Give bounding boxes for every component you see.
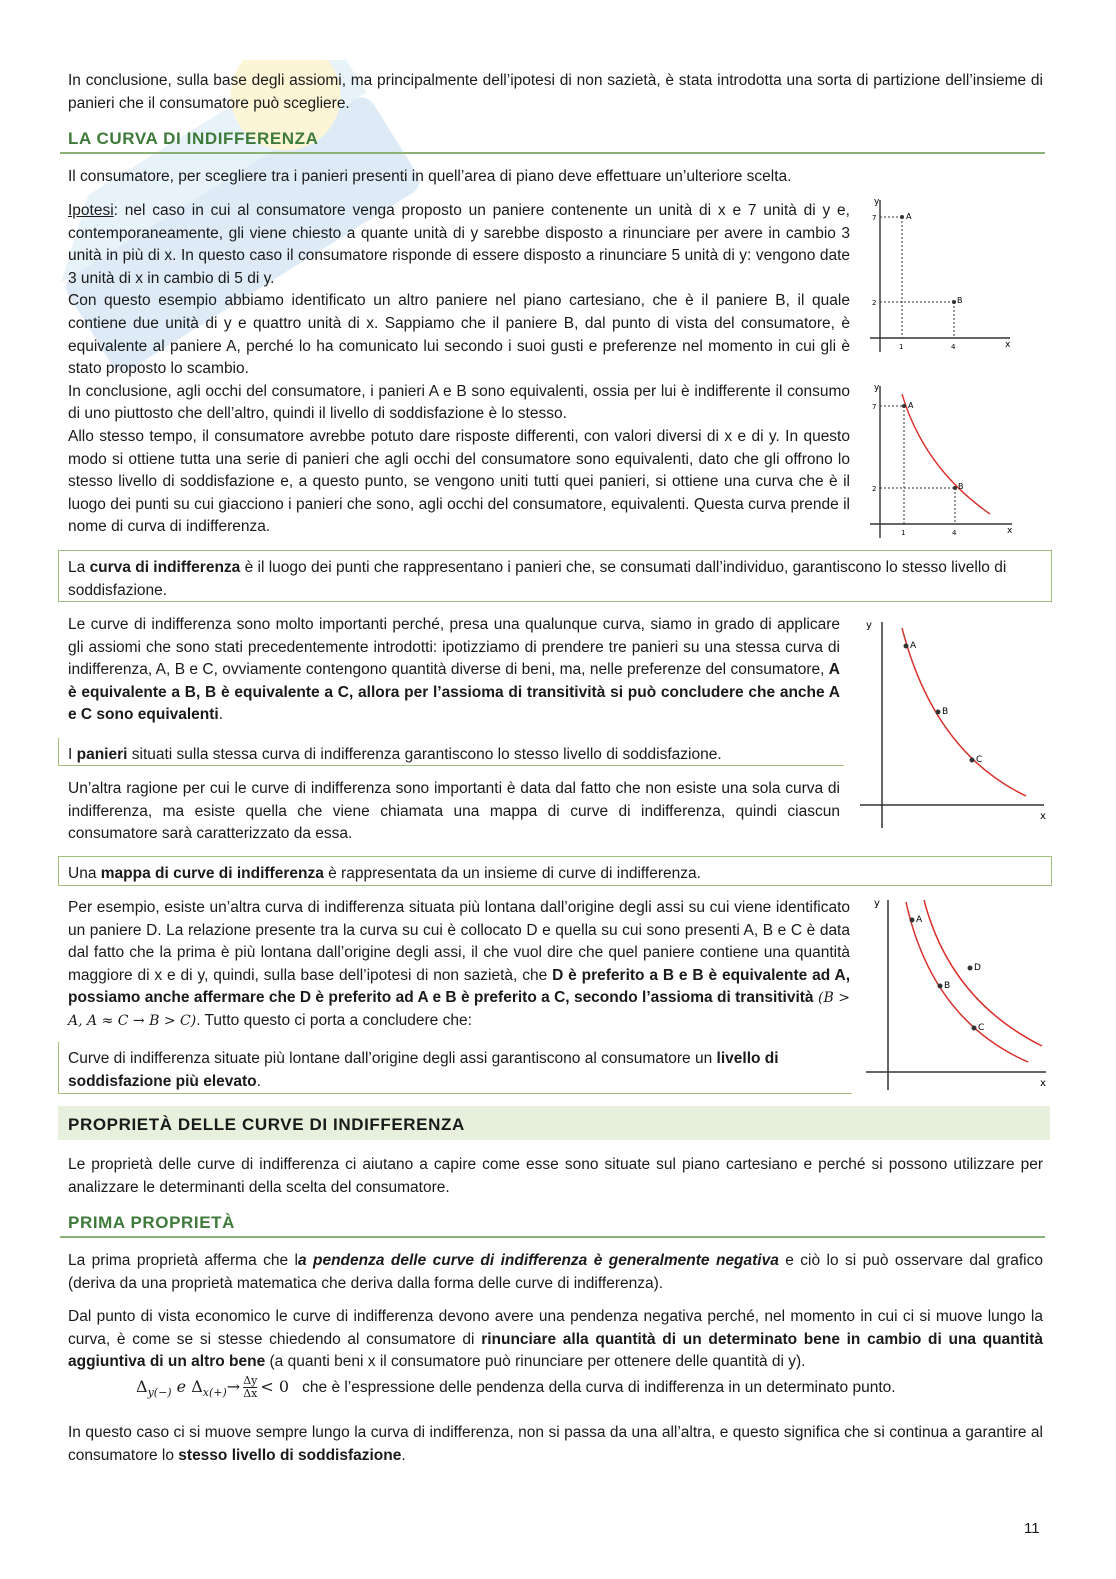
graph3-point-b: B (942, 707, 949, 717)
economico-text-b: (a quanti beni x il consumatore può rinunciare per ottenere delle quantità di y). (265, 1353, 806, 1371)
esempio-d-bold: D è preferito a B e B è equivalente ad A, possiamo anche affermare che D è preferito ad A e B è preferito a C, secondo l’assioma di transitività (68, 966, 850, 1007)
formula-fraction-num: Δy (243, 1374, 258, 1387)
esempio-d-text-a: Per esempio, esiste un’altra curva di indifferenza situata più lontana dall’origine degli assi su cui viene identificato un paniere D. La relazione presente tra la curva su cui è collocato D e quella su cui sono presenti A, B e C è data dal fatto che la prima è più lontana dall’origine degli assi, il che vuol dire che quel paniere contiene una quantità maggiore di x e di y, quindi, sulla base dell’ipotesi di non sazietà, che (68, 899, 850, 984)
graph3-point-a: A (910, 641, 917, 651)
caso-end: . (401, 1446, 406, 1464)
panieri-text-b: situati sulla stessa curva di indifferenza garantiscono lo stesso livello di soddisfazione. (127, 746, 722, 763)
ipotesi-label: Ipotesi (68, 202, 114, 219)
definition-bold: curva di indifferenza (89, 559, 241, 576)
graph4-point-d: D (974, 963, 981, 973)
graph4-point-c: C (978, 1023, 985, 1033)
definition-box-mappa (58, 856, 1052, 886)
stesso-tempo-text: Allo stesso tempo, il consumatore avrebbe potuto dare risposte differenti, con valori diversi di x e di y. In questo modo si ottiene tutta una serie di panieri che agli occhi del consumatore sono equivalenti, dato che gli offrono lo stesso livello di soddisfazione e, a questo punto, se vengono uniti tutti quei panieri, si ottiene una curva che è il luogo dei punti su cui giacciono i panieri che sono, agli occhi del consumatore, equivalenti. Questa curva prende il nome di curva di indifferenza. (68, 427, 850, 536)
paragraph-proprieta-intro: Le proprietà delle curve di indifferenza ci aiutano a capire come esse sono situate sul piano cartesiano e perché si possono utilizzare per analizzare le determinanti della scelta del consumatore. (68, 1156, 1043, 1196)
prima-text-a: La prima proprietà afferma che l (68, 1252, 298, 1269)
paragraph-caso (68, 1422, 1043, 1467)
lontane-bold: livello di soddisfazione più elevato (68, 1050, 779, 1090)
graph4-point-a: A (916, 915, 923, 925)
formula-delta-x: Δ (191, 1377, 203, 1396)
graph1-tick-7: 7 (872, 214, 877, 222)
formula-delta-y: Δ (136, 1377, 148, 1396)
graph4-point-b: B (944, 981, 951, 991)
heading-prima-proprieta: PRIMA PROPRIETÀ (68, 1213, 236, 1232)
graph3-axis-x: x (1040, 811, 1046, 822)
economico-text-a: Dal punto di vista economico le curve di indifferenza devono avere una pendenza negativa perché, nel momento in cui ci si muove lungo la curva, è come se si stesse chiedendo al consumatore di (68, 1308, 1043, 1348)
graph1-axis-x: x (1005, 340, 1011, 350)
paragraph-importanti (68, 614, 840, 727)
esempio-d-end: . Tutto questo ci porta a concludere che: (196, 1011, 472, 1029)
importanti-text-a: Le curve di indifferenza sono molto importanti perché, presa una qualunque curva, siamo in grado di applicare gli assiomi che sono stati precedentemente introdotti: ipotizziamo di prendere tre panieri su una stessa curva di indifferenza, A, B e C, ovviamente contengono quantità diverse di beni, ma, nelle preferenze del consumatore, (68, 616, 840, 679)
conclusione-text: In conclusione, agli occhi del consumatore, i panieri A e B sono equivalenti, ossia per lui è indifferente il consumo di uno piuttosto che dell’altro, quindi il livello di soddisfazione è lo stesso. (68, 382, 850, 423)
importanti-bold: A è equivalente a B, B è equivalente a C, allora per l’assioma di transitività si può concludere che anche A e C sono equivalenti (68, 661, 840, 724)
esempio-d-formula: (B > A, A ≈ C → B > C) (68, 990, 850, 1029)
graph-points-a-b (862, 192, 1022, 364)
formula-e: e (171, 1377, 192, 1396)
mappa-bold: mappa di curve di indifferenza (100, 865, 324, 882)
economico-bold: rinunciare alla quantità di un determinato bene in cambio di una quantità aggiuntiva di un altro bene (68, 1330, 1043, 1371)
heading-proprieta: PROPRIETÀ DELLE CURVE DI INDIFFERENZA (68, 1115, 465, 1134)
graph1-point-b: B (957, 296, 963, 305)
graph-curve-a-b-c (852, 612, 1052, 834)
paragraph-prima (68, 1250, 1043, 1295)
graph2-tick-4: 4 (952, 529, 957, 537)
panieri-bold: panieri (76, 746, 128, 763)
graph1-axis-y: y (874, 197, 880, 207)
graph3-axis-y: y (866, 620, 872, 631)
graph2-axis-y: y (874, 383, 880, 393)
caso-text-a: In questo caso ci si muove sempre lungo la curva di indifferenza, non si passa da una all’altra, e questo significa che si continua a garantire al consumatore lo (68, 1424, 1043, 1464)
prima-text-b: e ciò lo si può osservare dal grafico (deriva da una proprietà matematica che deriva dalla forma delle curve di indifferenza). (68, 1252, 1043, 1292)
mappa-text-a: Una (68, 865, 101, 882)
formula-arrow: → (226, 1377, 241, 1396)
importanti-end: . (218, 706, 224, 724)
paragraph-economico (68, 1306, 1043, 1374)
formula-delta-x-sub: x(+) (202, 1386, 227, 1400)
slope-formula (136, 1375, 896, 1405)
definition-box-lontane (58, 1042, 852, 1094)
formula-delta-y-sub: y(−) (147, 1386, 172, 1400)
definition-box-curva (58, 550, 1052, 602)
graph-map-of-curves (852, 890, 1052, 1094)
paragraph-ipotesi (68, 200, 850, 539)
graph4-axis-y: y (874, 898, 880, 909)
formula-fraction (243, 1375, 257, 1400)
graph-curve-a-b (862, 378, 1022, 546)
graph2-point-b: B (958, 482, 964, 491)
panieri-text-a: I (68, 746, 77, 763)
mappa-text-b: è rappresentata da un insieme di curve di indifferenza. (323, 865, 701, 882)
ipotesi-text: : nel caso in cui al consumatore venga proposto un paniere contenente un unità di x e 7 unità di y e, contemporaneamente, gli viene chiesto a quante unità di y sarebbe disposto a rinunciare per avere in cambio 3 unità in più di x. In questo caso il consumatore risponde di essere disposto a rinunciare 5 unità di y: vengono date 3 unità di x in cambio di 5 di y. (68, 202, 850, 287)
esempio-text: Con questo esempio abbiamo identificato un altro paniere nel piano cartesiano, che è il paniere B, il quale contiene due unità di y e quattro unità di x. Sappiamo che il paniere B, dal punto di vista del consumatore, è equivalente al paniere A, perché lo ha comunicato lui secondo i suoi gusti e preferenze nel momento in cui gli è stato proposto lo scambio. (68, 292, 850, 378)
graph2-tick-7: 7 (872, 403, 877, 411)
prima-bold: a pendenza delle curve di indifferenza è generalmente negativa (297, 1252, 779, 1269)
graph2-point-a: A (908, 401, 914, 410)
paragraph-ragione: Un’altra ragione per cui le curve di indifferenza sono importanti è data dal fatto che non esiste una sola curva di indifferenza, ma esiste quella che viene chiamata una mappa di curve di indifferenza, quindi ciascun consumatore sarà caratterizzato da essa. (68, 780, 840, 843)
paragraph-esempio-d (68, 897, 850, 1033)
lontane-text-a: Curve di indifferenza situate più lontane dall’origine degli assi garantiscono al consumatore un (68, 1050, 717, 1067)
paragraph-consumer-choice: Il consumatore, per scegliere tra i panieri presenti in quell’area di piano deve effettuare un’ulteriore scelta. (68, 168, 792, 185)
page-number: 11 (1024, 1520, 1040, 1537)
formula-fraction-den: Δx (243, 1387, 258, 1400)
graph1-tick-4: 4 (951, 343, 956, 351)
paragraph-intro: In conclusione, sulla base degli assiomi, ma principalmente dell’ipotesi di non sazietà, è stata introdotta una sorta di partizione dell’insieme di panieri che il consumatore può scegliere. (68, 72, 1043, 112)
heading-underline-prima (60, 1236, 1045, 1238)
graph2-axis-x: x (1007, 526, 1013, 536)
graph1-point-a: A (906, 212, 912, 221)
graph4-axis-x: x (1040, 1078, 1046, 1089)
definition-text-b: è il luogo dei punti che rappresentano i panieri che, se consumati dall’individuo, garantiscono lo stesso livello di soddisfazione. (68, 559, 1007, 599)
heading-underline (60, 152, 1045, 154)
graph2-tick-1: 1 (901, 529, 906, 537)
lontane-text-b: . (256, 1072, 261, 1090)
formula-description: che è l’espressione delle pendenza della curva di indifferenza in un determinato punto. (302, 1379, 896, 1396)
graph3-point-c: C (976, 755, 983, 765)
definition-text-a: La (68, 559, 90, 576)
definition-box-panieri (58, 738, 844, 766)
heading-curva-indifferenza: LA CURVA DI INDIFFERENZA (68, 129, 319, 148)
graph2-tick-2: 2 (872, 485, 877, 493)
graph1-tick-2: 2 (872, 299, 877, 307)
graph1-tick-1: 1 (899, 343, 904, 351)
caso-bold: stesso livello di soddisfazione (178, 1446, 402, 1464)
formula-less-than-zero: < 0 (260, 1377, 290, 1396)
